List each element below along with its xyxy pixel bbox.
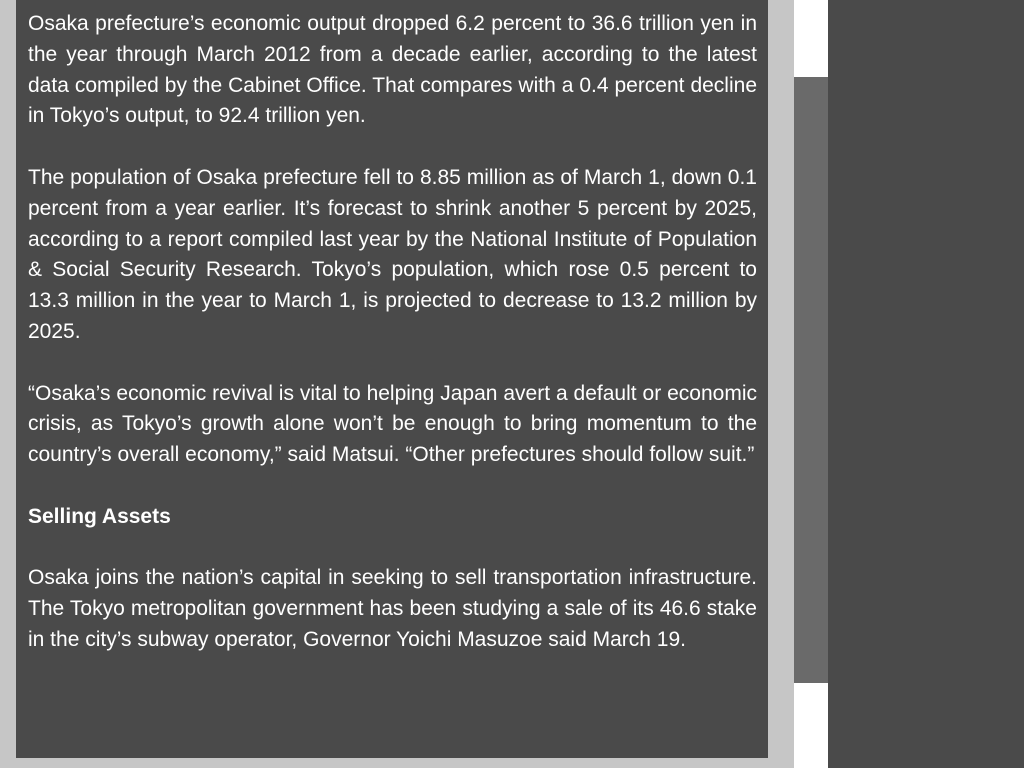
article-paragraph-assets: Osaka joins the nation’s capital in seeking to sell transportation infrastructure. The Tokyo metropolitan government has been studying a sale of its 46.6 stake in the city’s subway operator, Governor Yoichi Masuzoe said March 19. xyxy=(28,566,757,651)
article-paragraph-quote: “Osaka’s economic revival is vital to helping Japan avert a default or economic crisis, as Tokyo’s growth alone won’t be enough to bring momentum to the country’s overall economy,” said Matsui. “Other prefectures should follow suit.” xyxy=(28,381,757,467)
article-paragraph-output: Osaka prefecture’s economic output dropped 6.2 percent to 36.6 trillion yen in the year through March 2012 from a decade earlier, according to the latest data compiled by the Cabinet Office. That compares with a 0.4 percent decline in Tokyo’s output, to 92.4 trillion yen. xyxy=(28,12,757,128)
section-heading: Selling Assets xyxy=(28,504,171,528)
slide-right-background xyxy=(828,0,1024,768)
slide-accent-panel xyxy=(794,77,828,683)
article-paragraph-population: The population of Osaka prefecture fell to 8.85 million as of March 1, down 0.1 percent from a year earlier. It’s forecast to shrink another 5 percent by 2025, according to a report compiled last year by the National Institute of Population & Social Security Research. Tokyo’s population, which rose 0.5 percent to 13.3 million in the year to March 1, is projected to decrease to 13.2 million by 2025. xyxy=(28,165,757,343)
article-text-box xyxy=(16,0,768,758)
